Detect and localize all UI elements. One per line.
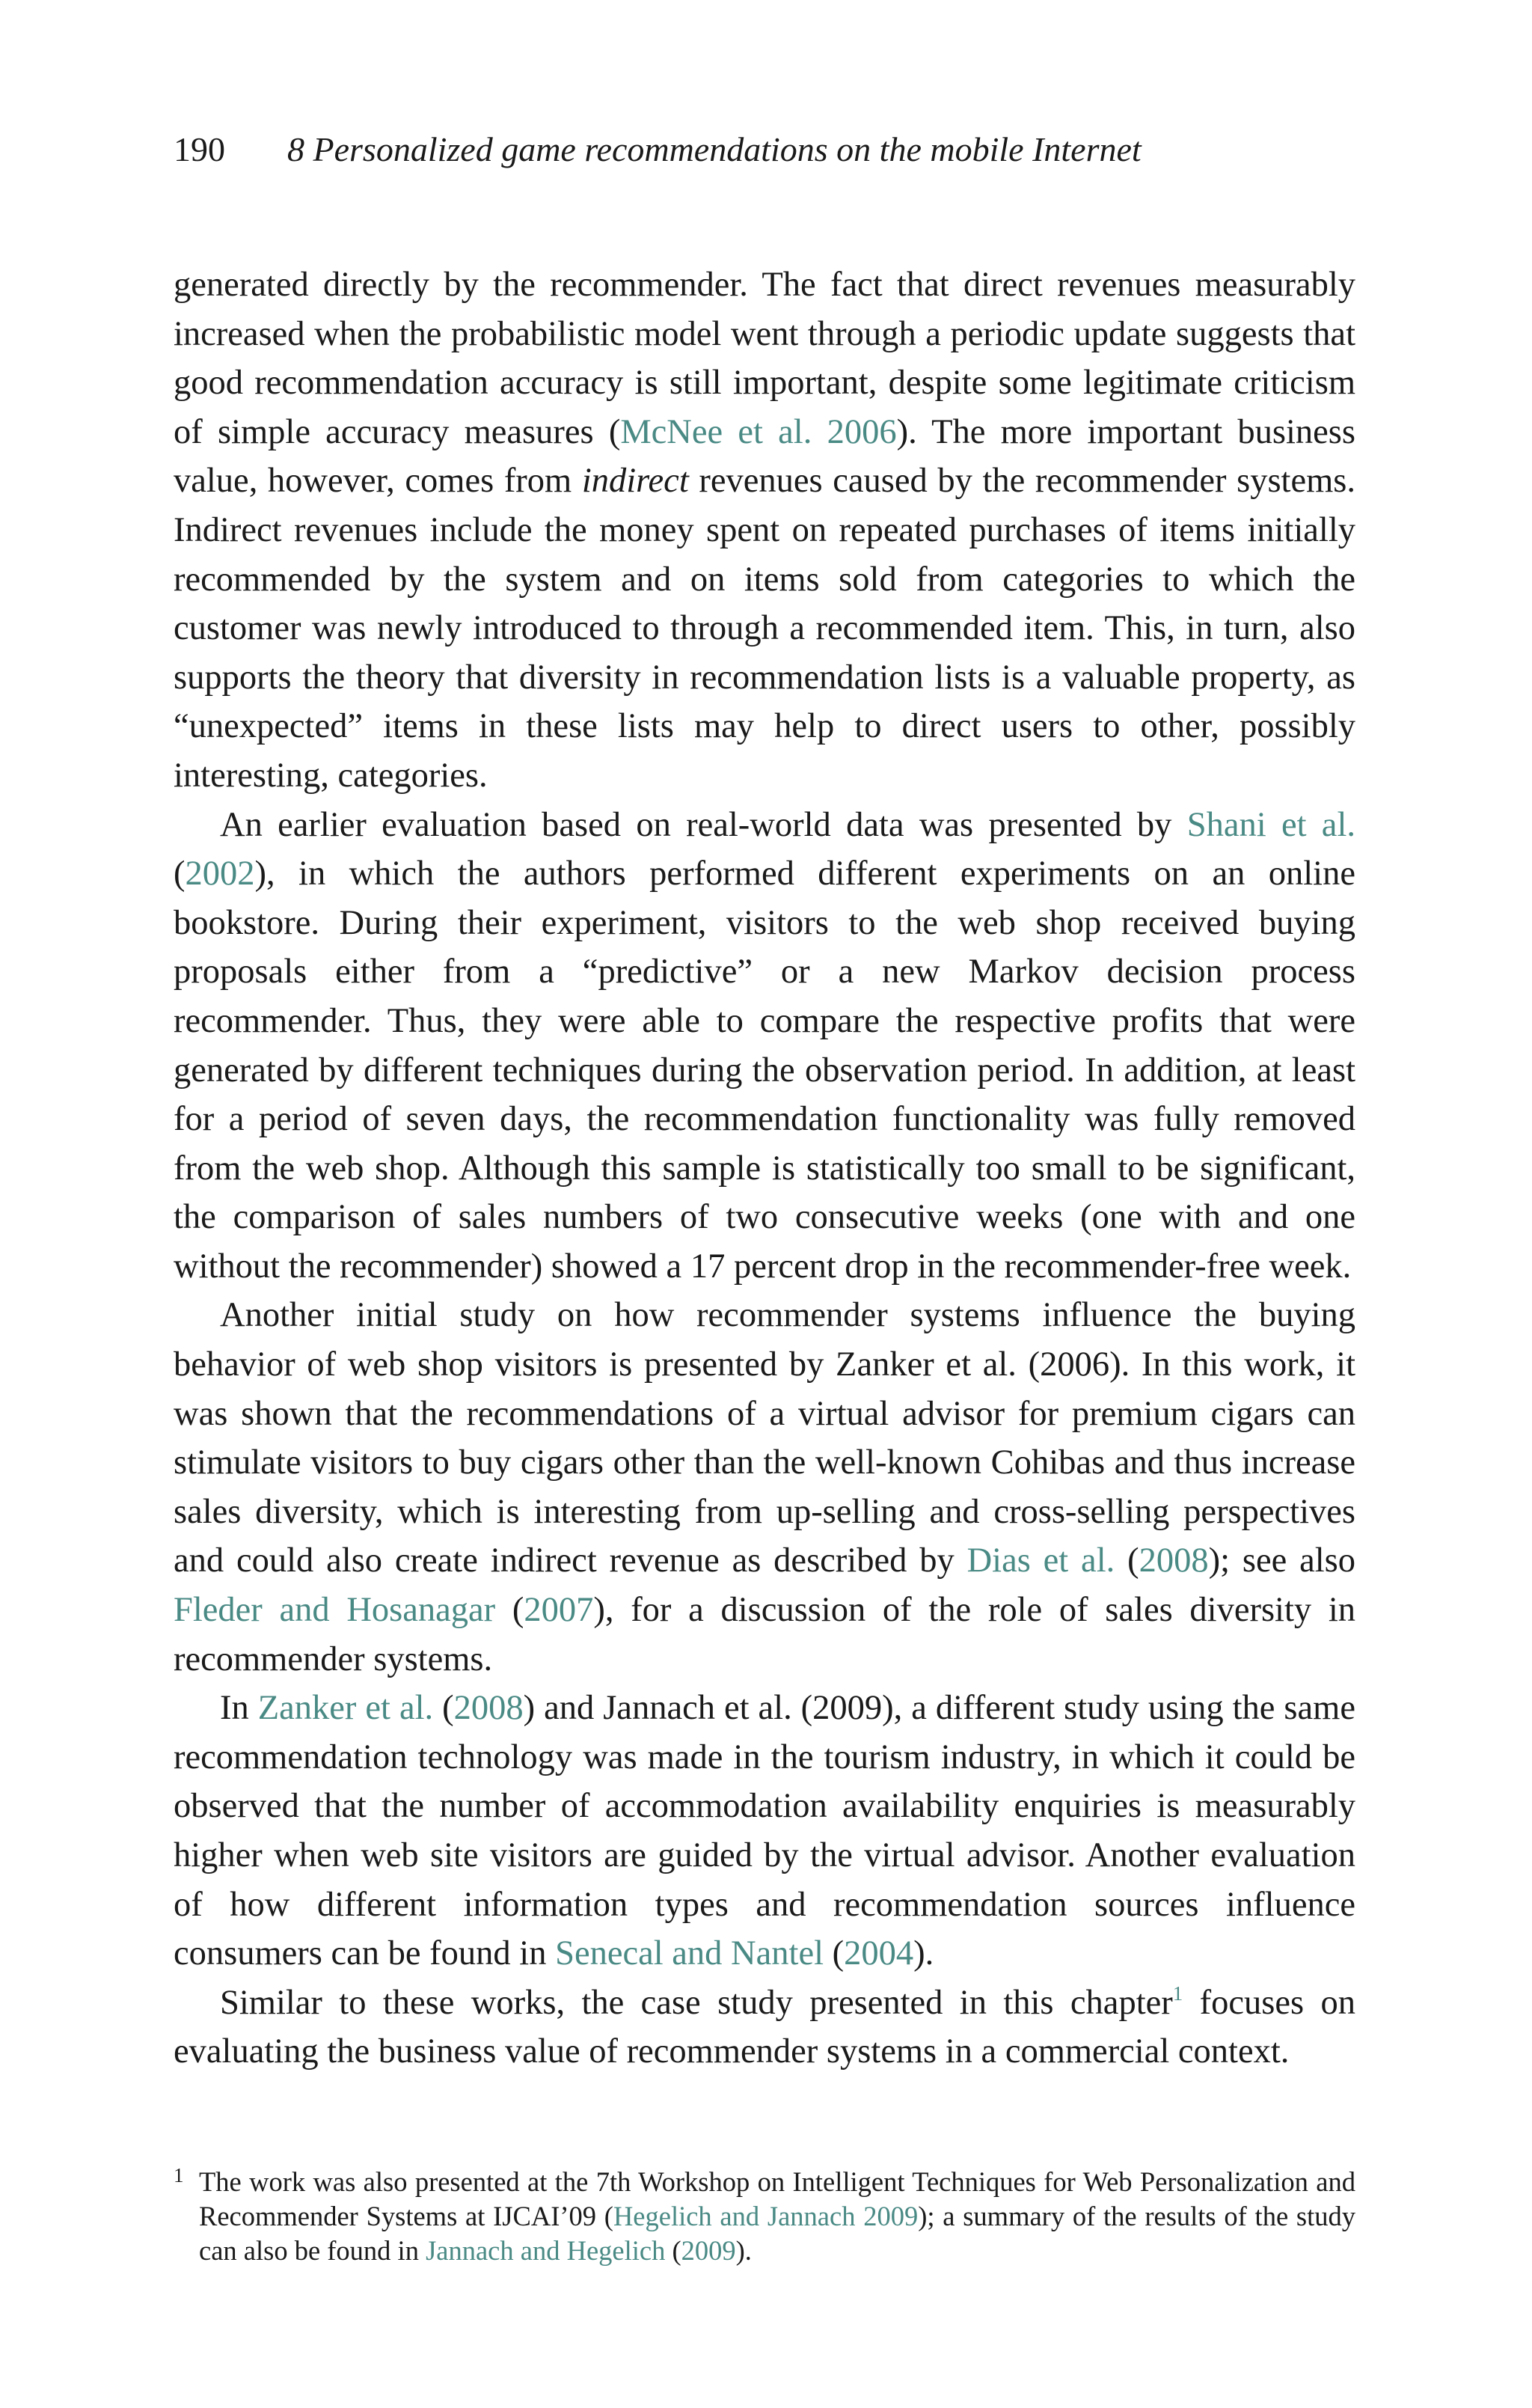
citation-link-shani-year[interactable]: 2002 bbox=[185, 855, 255, 893]
text-run: ), in which the authors performed different experiments on an online bookstore. During their experiment, visitors to the web shop received buying proposals either from a “predictive” or a new Markov decision process recommender. Thus, they were able to compare the respective profits that were generated by different techniques during the observation period. In addition, at least for a period of seven days, the recommendation functionality was fully removed from the web shop. Although this sample is statistically too small to be significant, the comparison of sales numbers of two consecutive weeks (one with and one without the recommender) showed a 17 percent drop in the recommender-free week. bbox=[174, 855, 1355, 1286]
text-run: ), for a discussion of the role of sales diversity in recommender systems. bbox=[174, 1591, 1355, 1678]
paragraph-2 bbox=[174, 801, 1355, 1292]
text-run: Another initial study on how recommender systems influence the buying behavior of web shop visitors is presented by Zanker et al. (2006). In this work, it was shown that the recommendations of a virtual advisor for premium cigars can stimulate visitors to buy cigars other than the well-known Cohibas and thus increase sales diversity, which is interesting from up-selling and cross-selling perspectives and could also create indirect revenue as described by bbox=[174, 1296, 1355, 1580]
citation-link-senecal-year[interactable]: 2004 bbox=[844, 1934, 914, 1973]
paragraph-4 bbox=[174, 1684, 1355, 1978]
text-run: ); see also bbox=[1208, 1541, 1355, 1580]
page-header bbox=[174, 126, 1355, 174]
citation-link-fleder[interactable]: Fleder and Hosanagar bbox=[174, 1591, 496, 1630]
citation-link-zanker-year[interactable]: 2008 bbox=[453, 1689, 524, 1728]
text-run: An earlier evaluation based on real-world data was presented by bbox=[220, 805, 1187, 844]
text-run: ( bbox=[824, 1934, 845, 1973]
citation-link-mcnee[interactable]: McNee et al. 2006 bbox=[620, 412, 897, 451]
citation-link-zanker[interactable]: Zanker et al. bbox=[257, 1689, 434, 1728]
text-run: ( bbox=[1115, 1541, 1139, 1580]
footnote-mark: 1 bbox=[174, 2164, 184, 2187]
body-text bbox=[174, 260, 1355, 2077]
citation-link-jannach[interactable]: Jannach and Hegelich bbox=[426, 2235, 666, 2266]
text-run: Similar to these works, the case study presented in this chapter bbox=[220, 1983, 1173, 2022]
citation-link-fleder-year[interactable]: 2007 bbox=[524, 1591, 594, 1630]
text-run: revenues caused by the recommender systems. Indirect revenues include the money spent on repeated purchases of items initially recommended by the system and on items sold from categories to which the customer was newly introduced to through a recommended item. This, in turn, also supports the theory that diversity in recommendation lists is a valuable property, as “unexpected” items in these lists may help to direct users to other, possibly interesting, categories. bbox=[174, 462, 1355, 795]
text-run: generated directly by the recommender. The fact that direct revenues measurably increased when the probabilistic model went through a periodic update suggests that good recommendation accuracy is still important, despite some legitimate criticism of simple accuracy measures ( bbox=[174, 266, 1355, 451]
citation-link-senecal[interactable]: Senecal and Nantel bbox=[555, 1934, 824, 1973]
text-run: ( bbox=[433, 1689, 454, 1728]
text-run: ) and Jannach et al. (2009), a different study using the same recommendation technology was made in the tourism industry, in which it could be observed that the number of accommodation availability enquiries is measurably higher when web site visitors are guided by the virtual advisor. Another evaluation of how different information types and recommendation sources influence consumers can be found in bbox=[174, 1689, 1355, 1973]
footnote bbox=[174, 2165, 1355, 2268]
paragraph-1 bbox=[174, 260, 1355, 801]
citation-link-hegelich[interactable]: Hegelich and Jannach 2009 bbox=[613, 2201, 919, 2231]
citation-link-jannach-year[interactable]: 2009 bbox=[681, 2235, 736, 2266]
text-run: ( bbox=[174, 855, 186, 893]
footnote-body bbox=[199, 2165, 1355, 2268]
paragraph-5 bbox=[174, 1978, 1355, 2077]
text-run: ( bbox=[495, 1591, 524, 1630]
emphasis: indirect bbox=[581, 462, 689, 501]
citation-link-dias-year[interactable]: 2008 bbox=[1139, 1541, 1209, 1580]
page-number: 190 bbox=[174, 130, 225, 168]
text-run: In bbox=[220, 1689, 258, 1728]
text-run: focuses on evaluating the business value of recommender systems in a commercial context. bbox=[174, 1983, 1355, 2071]
text-run: ). bbox=[913, 1934, 934, 1973]
text-run: ( bbox=[665, 2235, 681, 2266]
chapter-title: 8 Personalized game recommendations on the mobile Internet bbox=[287, 130, 1142, 168]
text-run: The work was also presented at the 7th Workshop on Intelligent Techniques for Web Personalization and Recommender Systems at IJCAI’09 ( bbox=[199, 2166, 1355, 2231]
footnote-reference[interactable]: 1 bbox=[1172, 1981, 1183, 2005]
text-run: ). The more important business value, however, comes from bbox=[174, 412, 1355, 501]
text-run: ); a summary of the results of the study can also be found in bbox=[199, 2201, 1355, 2266]
text-run: ). bbox=[735, 2235, 752, 2266]
paragraph-3 bbox=[174, 1291, 1355, 1684]
citation-link-shani[interactable]: Shani et al. bbox=[1186, 805, 1355, 844]
citation-link-dias[interactable]: Dias et al. bbox=[966, 1541, 1115, 1580]
